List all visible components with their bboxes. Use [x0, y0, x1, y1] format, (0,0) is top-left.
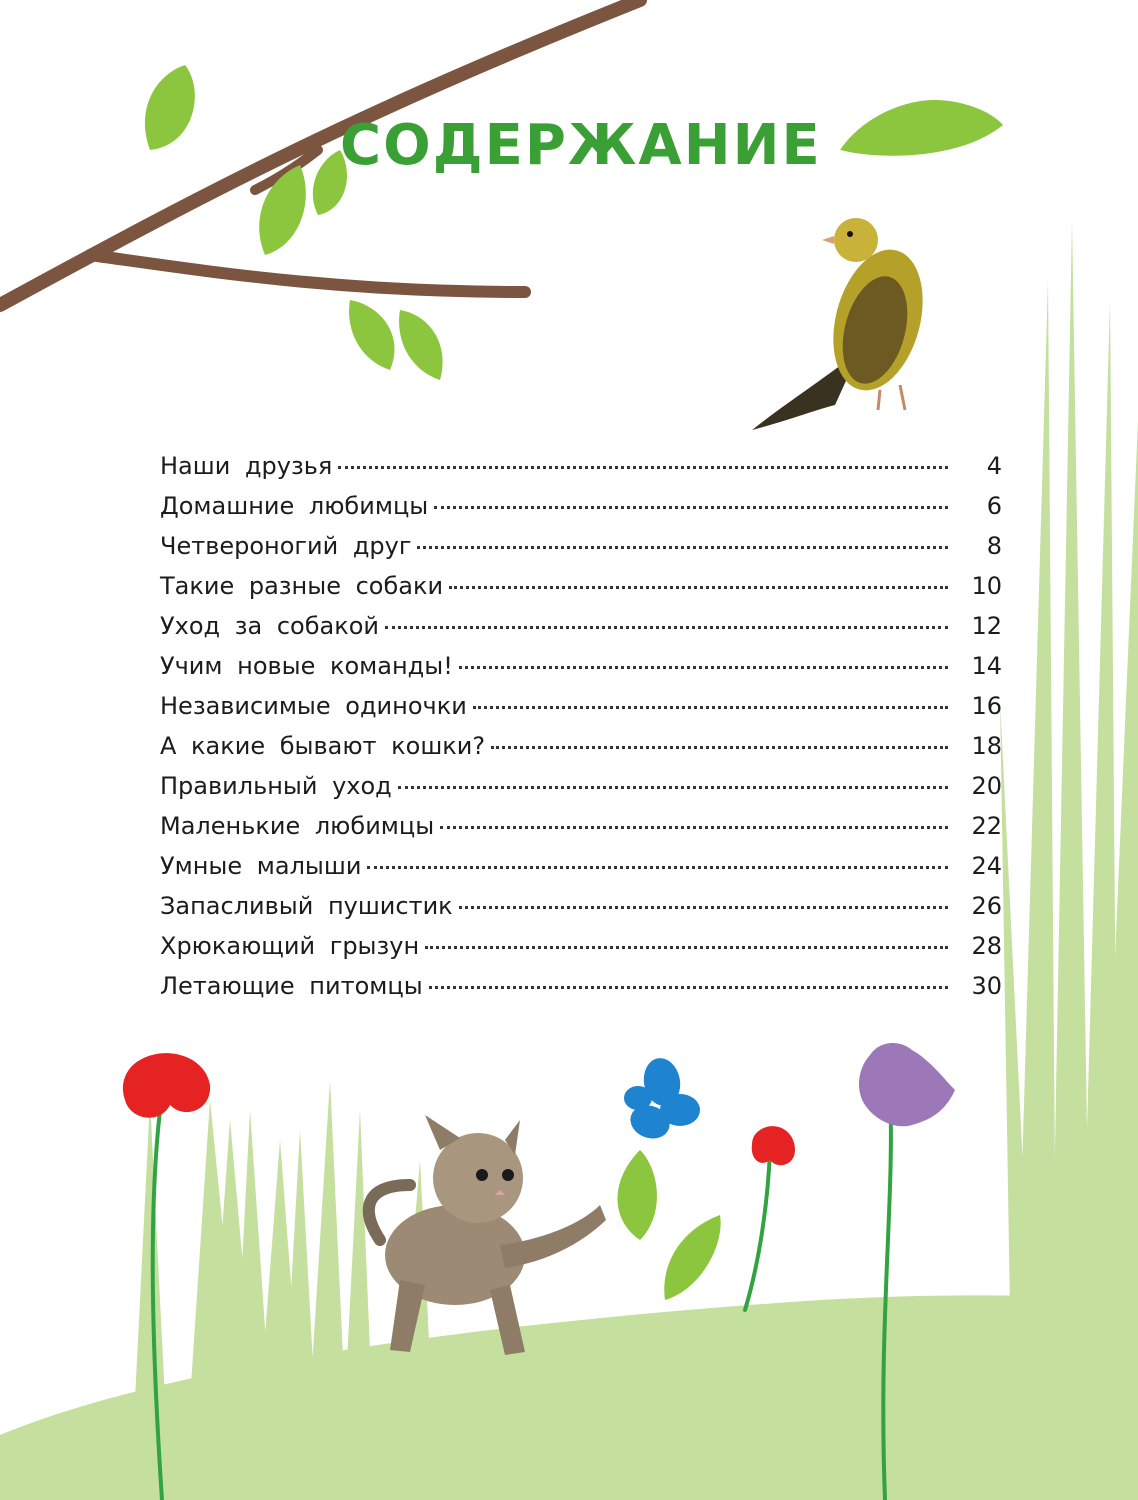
page-title: СОДЕРЖАНИЕ	[340, 113, 822, 178]
toc-entry-title: Учим новые команды!	[160, 652, 453, 680]
purple-flower-icon	[859, 1043, 955, 1126]
toc-entry[interactable]	[160, 652, 1002, 692]
toc-entry-title: Уход за собакой	[160, 612, 379, 640]
toc-dot-leader	[429, 986, 948, 989]
table-of-contents	[160, 452, 1002, 1012]
toc-dot-leader	[385, 626, 948, 629]
toc-entry-title: Летающие питомцы	[160, 972, 423, 1000]
toc-entry[interactable]	[160, 492, 1002, 532]
grass-icon	[1000, 220, 1138, 1310]
toc-entry[interactable]	[160, 572, 1002, 612]
toc-dot-leader	[491, 746, 948, 749]
toc-entry[interactable]	[160, 452, 1002, 492]
canary-bird-icon	[752, 218, 937, 430]
toc-dot-leader	[398, 786, 948, 789]
toc-page-number: 26	[971, 892, 1002, 920]
toc-entry[interactable]	[160, 852, 1002, 892]
toc-entry-title: А какие бывают кошки?	[160, 732, 486, 760]
toc-dot-leader	[367, 866, 948, 869]
poppy-flower-icon	[752, 1126, 795, 1165]
toc-dot-leader	[425, 946, 948, 949]
toc-dot-leader	[459, 906, 948, 909]
toc-entry-title: Правильный уход	[160, 772, 392, 800]
toc-entry[interactable]	[160, 772, 1002, 812]
kitten-icon	[369, 1115, 606, 1355]
toc-entry-title: Запасливый пушистик	[160, 892, 453, 920]
toc-entry-title: Наши друзья	[160, 452, 333, 480]
toc-page-number: 14	[971, 652, 1002, 680]
toc-dot-leader	[417, 546, 948, 549]
toc-entry[interactable]	[160, 732, 1002, 772]
toc-entry[interactable]	[160, 692, 1002, 732]
poppy-flower-icon	[123, 1053, 210, 1118]
toc-page-number: 8	[986, 532, 1002, 560]
toc-page-number: 28	[971, 932, 1002, 960]
toc-entry[interactable]	[160, 932, 1002, 972]
toc-entry-title: Домашние любимцы	[160, 492, 429, 520]
toc-page-number: 12	[971, 612, 1002, 640]
toc-entry[interactable]	[160, 972, 1002, 1012]
toc-dot-leader	[440, 826, 948, 829]
ground-hill	[0, 1295, 1138, 1500]
toc-page-number: 22	[971, 812, 1002, 840]
toc-page-number: 20	[971, 772, 1002, 800]
toc-entry[interactable]	[160, 612, 1002, 652]
toc-entry[interactable]	[160, 532, 1002, 572]
toc-page-number: 18	[971, 732, 1002, 760]
toc-page-number: 30	[971, 972, 1002, 1000]
toc-entry-title: Такие разные собаки	[160, 572, 444, 600]
toc-dot-leader	[449, 586, 948, 589]
toc-page-number: 4	[986, 452, 1002, 480]
toc-dot-leader	[459, 666, 948, 669]
toc-entry-title: Независимые одиночки	[160, 692, 467, 720]
toc-page-number: 16	[971, 692, 1002, 720]
toc-page-number: 10	[971, 572, 1002, 600]
toc-entry-title: Хрюкающий грызун	[160, 932, 420, 960]
toc-entry[interactable]	[160, 892, 1002, 932]
blue-flower-icon	[624, 1055, 700, 1144]
toc-entry-title: Маленькие любимцы	[160, 812, 435, 840]
toc-dot-leader	[434, 506, 948, 509]
toc-entry-title: Умные малыши	[160, 852, 362, 880]
toc-page-number: 6	[986, 492, 1002, 520]
toc-entry[interactable]	[160, 812, 1002, 852]
toc-dot-leader	[473, 706, 948, 709]
toc-entry-title: Четвероногий друг	[160, 532, 412, 560]
toc-dot-leader	[338, 466, 948, 469]
toc-page-number: 24	[971, 852, 1002, 880]
